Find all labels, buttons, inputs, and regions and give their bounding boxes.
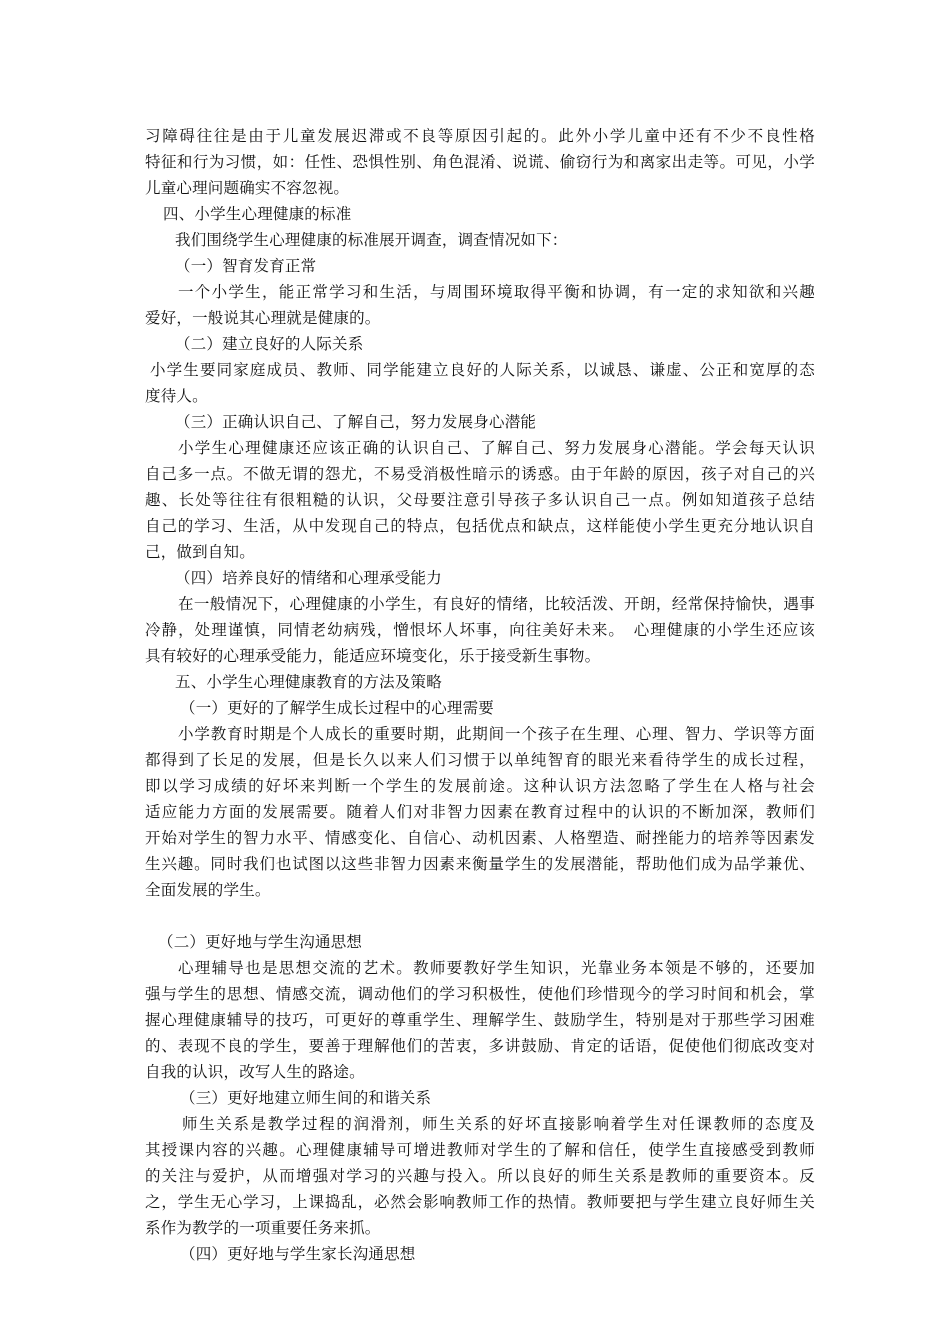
text-line: 强与学生的思想、情感交流，调动他们的学习积极性，使他们珍惜现今的学习时间和机会，掌 — [145, 985, 815, 1003]
text-line: 生兴趣。同时我们也试图以这些非智力因素来衡量学生的发展潜能，帮助他们成为品学兼优、 — [145, 855, 815, 873]
subsection-heading: （三）正确认识自己、了解自己，努力发展身心潜能 — [175, 413, 537, 431]
text-line: 小学生心理健康还应该正确的认识自己、了解自己、努力发展身心潜能。学会每天认识 — [178, 439, 815, 457]
text-line: 度待人。 — [145, 387, 208, 405]
text-line: 冷静，处理谨慎，同情老幼病残，憎恨坏人坏事，向往美好未来。 心理健康的小学生还应该 — [145, 621, 815, 639]
text-line: 在一般情况下，心理健康的小学生，有良好的情绪，比较活泼、开朗，经常保持愉快，遇事 — [178, 595, 815, 613]
text-line: 自己多一点。不做无谓的怨尤，不易受消极性暗示的诱惑。由于年龄的原因，孩子对自己的兴 — [145, 465, 815, 483]
text-line: 小学教育时期是个人成长的重要时期，此期间一个孩子在生理、心理、智力、学识等方面 — [178, 725, 815, 743]
text-line: 一个小学生，能正常学习和生活，与周围环境取得平衡和协调，有一定的求知欲和兴趣 — [178, 283, 815, 301]
section-heading: 四、小学生心理健康的标准 — [163, 205, 352, 223]
text-line: 之，学生无心学习，上课捣乱，必然会影响教师工作的热情。教师要把与学生建立良好师生关 — [145, 1193, 815, 1211]
text-line: 系作为教学的一项重要任务来抓。 — [145, 1219, 381, 1237]
text-line: 趣、长处等往往有很粗糙的认识，父母要注意引导孩子多认识自己一点。例如知道孩子总结 — [145, 491, 815, 509]
text-line: 心理辅导也是思想交流的艺术。教师要教好学生知识，光靠业务本领是不够的，还要加 — [178, 959, 815, 977]
text-line: 我们围绕学生心理健康的标准展开调查，调查情况如下： — [175, 231, 568, 249]
subsection-heading: （三）更好地建立师生间的和谐关系 — [180, 1089, 432, 1107]
subsection-heading: （二）更好地与学生沟通思想 — [158, 933, 363, 951]
text-line: 习障碍往往是由于儿童发展迟滞或不良等原因引起的。此外小学儿童中还有不少不良性格 — [145, 127, 815, 145]
subsection-heading: （四）更好地与学生家长沟通思想 — [180, 1245, 416, 1263]
text-line: 的、表现不良的学生，要善于理解他们的苦衷，多讲鼓励、肯定的话语，促使他们彻底改变对 — [145, 1037, 815, 1055]
text-line: 其授课内容的兴趣。心理健康辅导可增进教师对学生的了解和信任，使学生直接感受到教师 — [145, 1141, 815, 1159]
text-line: 全面发展的学生。 — [145, 881, 271, 899]
text-line: 自我的认识，改写人生的路途。 — [145, 1063, 365, 1081]
text-line: 儿童心理问题确实不容忽视。 — [145, 179, 350, 197]
text-line: 爱好，一般说其心理就是健康的。 — [145, 309, 381, 327]
subsection-heading: （四）培养良好的情绪和心理承受能力 — [175, 569, 442, 587]
text-line: 特征和行为习惯，如：任性、恐惧性别、角色混淆、说谎、偷窃行为和离家出走等。可见，小学 — [145, 153, 815, 171]
text-line: 小学生要同家庭成员、教师、同学能建立良好的人际关系，以诚恳、谦虚、公正和宽厚的态 — [150, 361, 815, 379]
text-line: 师生关系是教学过程的润滑剂，师生关系的好坏直接影响着学生对任课教师的态度及 — [182, 1115, 815, 1133]
text-line: 开始对学生的智力水平、情感变化、自信心、动机因素、人格塑造、耐挫能力的培养等因素发 — [145, 829, 815, 847]
text-line: 自己的学习、生活，从中发现自己的特点，包括优点和缺点，这样能使小学生更充分地认识自 — [145, 517, 815, 535]
section-heading: 五、小学生心理健康教育的方法及策略 — [175, 673, 442, 691]
subsection-heading: （一）更好的了解学生成长过程中的心理需要 — [180, 699, 495, 717]
text-line: 具有较好的心理承受能力，能适应环境变化，乐于接受新生事物。 — [145, 647, 601, 665]
text-line: 握心理健康辅导的技巧，可更好的尊重学生、理解学生、鼓励学生，特别是对于那些学习困难 — [145, 1011, 815, 1029]
text-line: 都得到了长足的发展，但是长久以来人们习惯于以单纯智育的眼光来看待学生的成长过程， — [145, 751, 815, 769]
text-line: 的关注与爱护，从而增强对学习的兴趣与投入。所以良好的师生关系是教师的重要资本。反 — [145, 1167, 815, 1185]
subsection-heading: （二）建立良好的人际关系 — [175, 335, 364, 353]
text-line: 即以学习成绩的好坏来判断一个学生的发展前途。这种认识方法忽略了学生在人格与社会 — [145, 777, 815, 795]
text-line: 己，做到自知。 — [145, 543, 255, 561]
subsection-heading: （一）智育发育正常 — [175, 257, 317, 275]
text-line: 适应能力方面的发展需要。随着人们对非智力因素在教育过程中的认识的不断加深，教师们 — [145, 803, 815, 821]
